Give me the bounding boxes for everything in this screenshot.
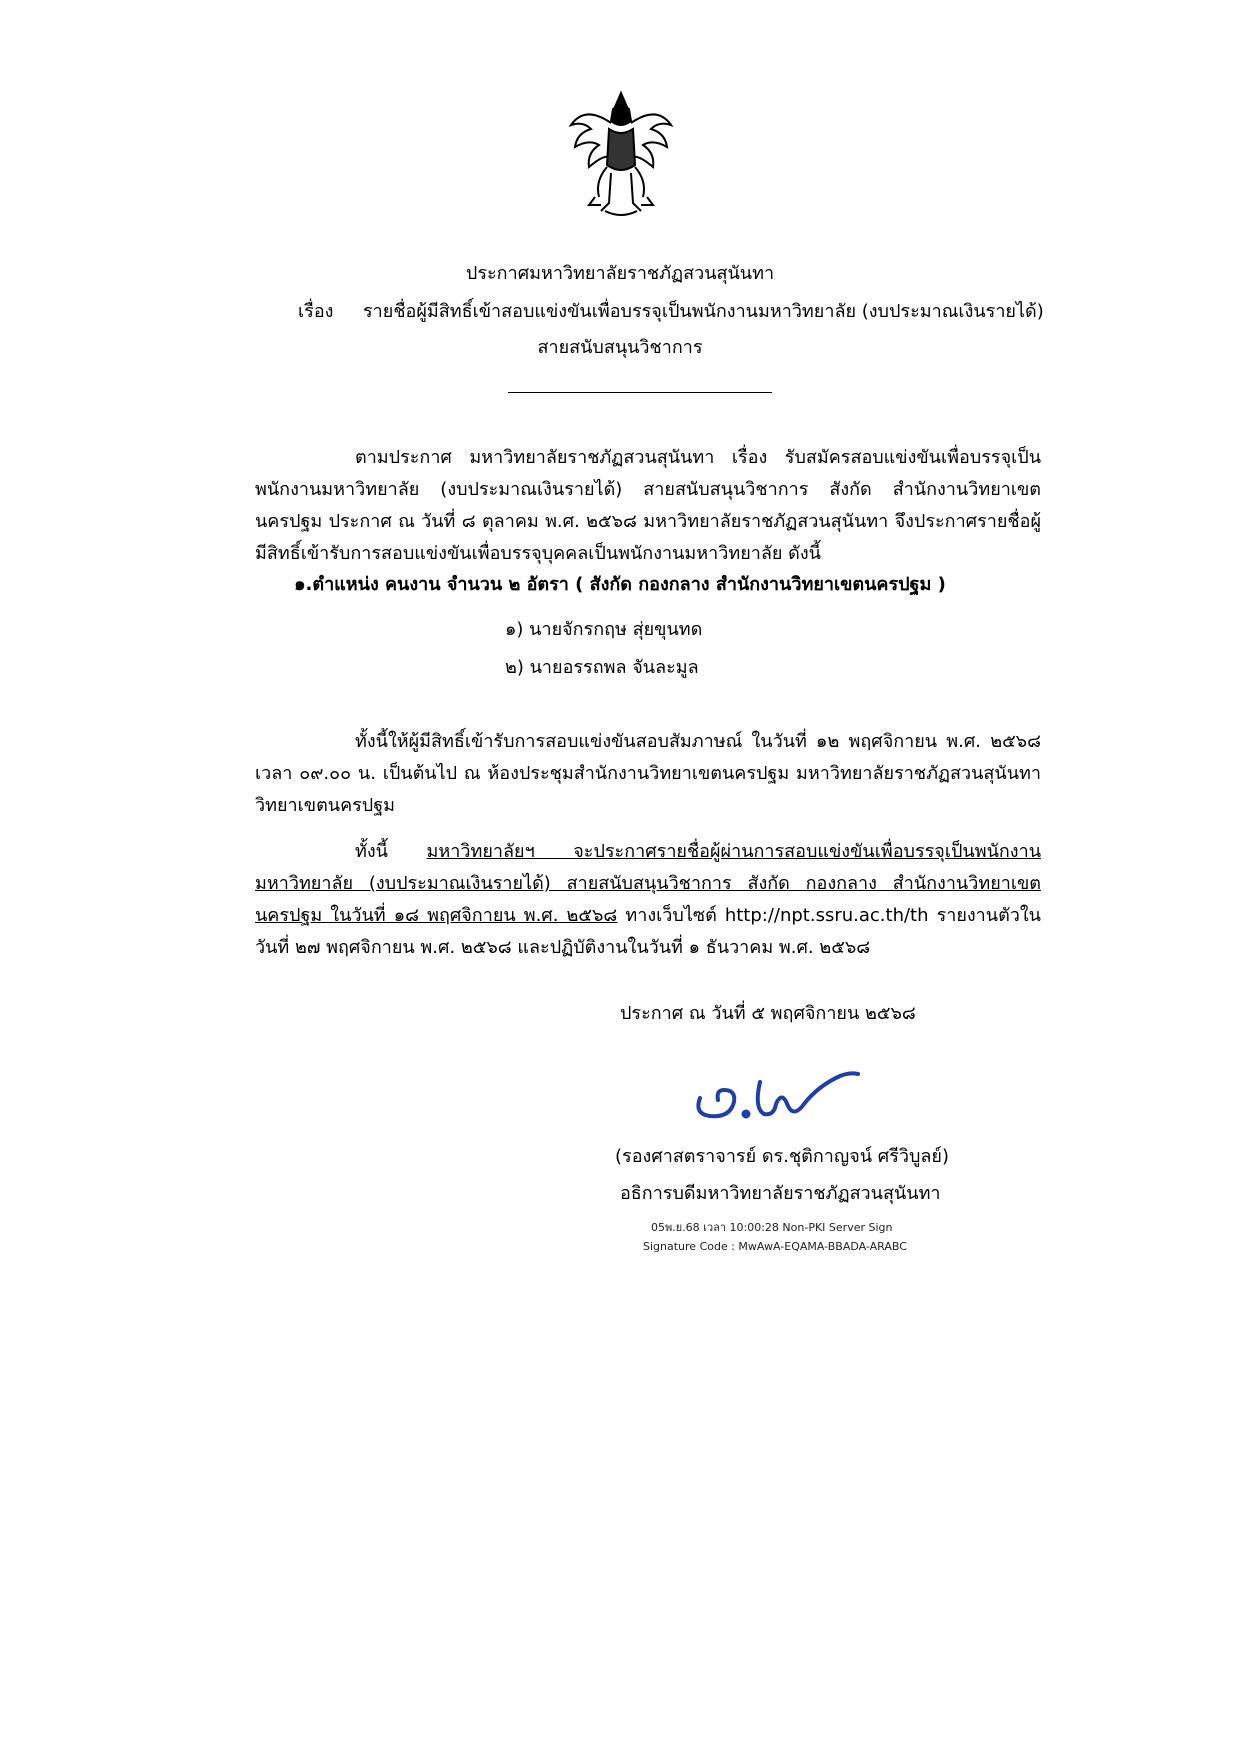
announce-date: ประกาศ ณ วันที่ ๕ พฤศจิกายน ๒๕๖๘	[620, 1003, 916, 1024]
title-divider	[508, 392, 772, 393]
exam-paragraph: ทั้งนี้ให้ผู้มีสิทธิ์เข้ารับการสอบแข่งขันสอบสัมภาษณ์ ในวันที่ ๑๒ พฤศจิกายน พ.ศ. ๒๕๖๘ เวลา ๐๙.๐๐ น. เป็นต้นไป ณ ห้องประชุมสำนักงานวิทยาเขตนครปฐม มหาวิทยาลัยราชภัฏสวนสุนันทา วิทยาเขตนครปฐม	[255, 731, 1041, 816]
candidate-1: ๑) นายจักรกฤษ สุ่ยขุนทด	[505, 619, 703, 640]
position-heading: ๑.ตำแหน่ง คนงาน จำนวน ๒ อัตรา ( สังกัด กองกลาง สำนักงานวิทยาเขตนครปฐม )	[294, 574, 946, 595]
announce-rest: ทางเว็บไซต์ http://npt.ssru.ac.th/th รายงานตัวในวันที่ ๒๗ พฤศจิกายน พ.ศ. ๒๕๖๘ และปฏิบัติงานในวันที่ ๑ ธันวาคม พ.ศ. ๒๕๖๘	[255, 905, 1041, 958]
signer-name: (รองศาสตราจารย์ ดร.ชุติกาญจน์ ศรีวิบูลย์)	[615, 1146, 949, 1167]
announce-prefix: ทั้งนี้	[355, 841, 388, 862]
signature-image	[690, 1068, 865, 1126]
subject-prefix: เรื่อง	[298, 301, 334, 322]
garuda-emblem-icon	[565, 85, 677, 220]
esign-code: Signature Code : MwAwA-EQAMA-BBADA-ARABC	[643, 1240, 907, 1253]
subject-line-2: สายสนับสนุนวิชาการ	[537, 337, 703, 358]
document-title: ประกาศมหาวิทยาลัยราชภัฏสวนสุนันทา	[465, 263, 775, 284]
intro-paragraph: ตามประกาศ มหาวิทยาลัยราชภัฏสวนสุนันทา เรื่อง รับสมัครสอบแข่งขันเพื่อบรรจุเป็นพนักงานมหาวิทยาลัย (งบประมาณเงินรายได้) สายสนับสนุนวิชาการ สังกัด สำนักงานวิทยาเขตนครปฐม ประกาศ ณ วันที่ ๘ ตุลาคม พ.ศ. ๒๕๖๘ มหาวิทยาลัยราชภัฏสวนสุนันทา จึงประกาศรายชื่อผู้มีสิทธิ์เข้ารับการสอบแข่งขันเพื่อบรรจุบุคคลเป็นพนักงานมหาวิทยาลัย ดังนี้	[255, 447, 1041, 564]
esign-timestamp: 05พ.ย.68 เวลา 10:00:28 Non-PKI Server Sign	[651, 1221, 893, 1234]
candidate-2: ๒) นายอรรถพล จันละมูล	[505, 657, 699, 678]
announce-underlined: มหาวิทยาลัยฯ จะประกาศรายชื่อผู้ผ่านการสอบแข่งขันเพื่อบรรจุเป็นพนักงานมหาวิทยาลัย (งบประมาณเงินรายได้) สายสนับสนุนวิชาการ สังกัด กองกลาง สำนักงานวิทยาเขตนครปฐม ในวันที่ ๑๘ พฤศจิกายน พ.ศ. ๒๕๖๘	[255, 841, 1041, 926]
announce-paragraph	[255, 836, 1041, 964]
subject-text: รายชื่อผู้มีสิทธิ์เข้าสอบแข่งขันเพื่อบรรจุเป็นพนักงานมหาวิทยาลัย (งบประมาณเงินรายได้)	[363, 301, 1044, 322]
signer-title: อธิการบดีมหาวิทยาลัยราชภัฏสวนสุนันทา	[620, 1183, 941, 1204]
